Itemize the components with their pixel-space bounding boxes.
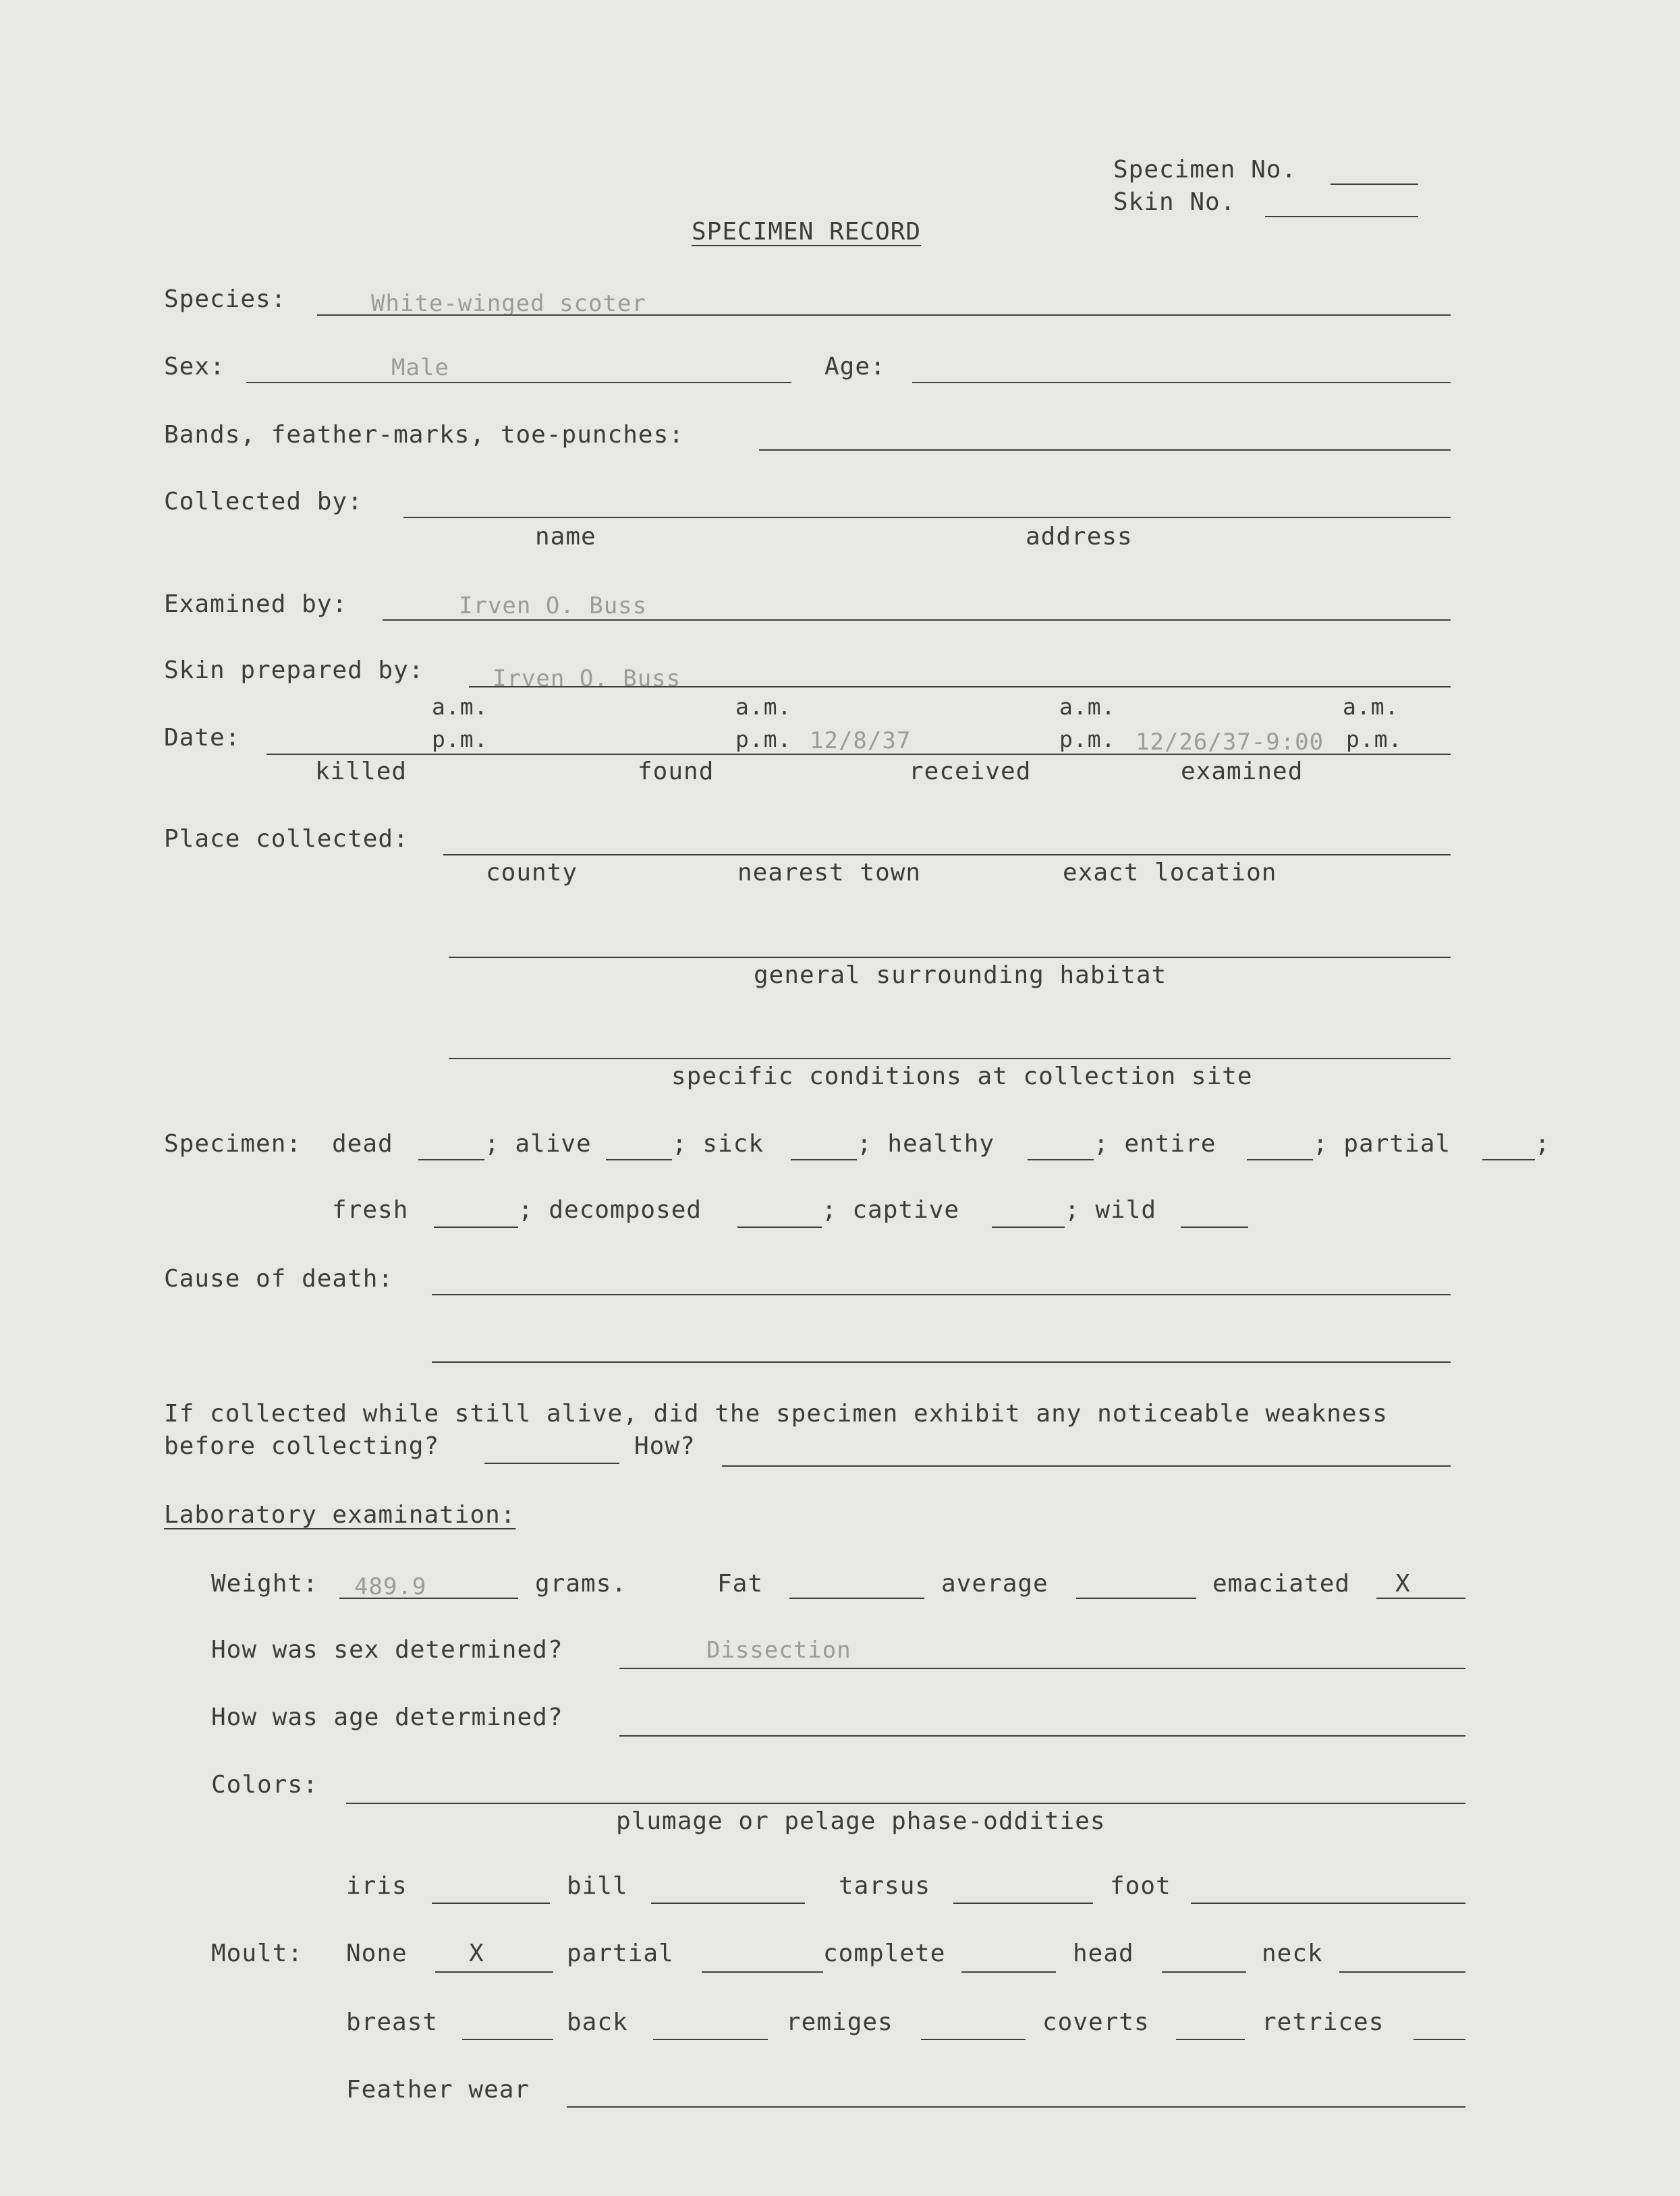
sex-determined-value: Dissection [706,1637,851,1664]
breast-field[interactable] [462,2039,553,2040]
sex-determined-label: How was sex determined? [211,1636,563,1664]
examined-am: a.m. [1343,694,1399,720]
back-field[interactable] [653,2039,768,2040]
moult-complete-label: complete [823,1940,946,1967]
examined-pm: p.m. [1346,726,1403,752]
alive-field[interactable] [606,1159,672,1160]
cause-of-death-label: Cause of death: [164,1265,394,1293]
sex-label: Sex: [164,353,225,381]
conditions-caption: specific conditions at collection site [671,1063,1253,1090]
weakness-answer-field[interactable] [484,1463,619,1464]
sick-field[interactable] [791,1159,857,1160]
moult-partial-field[interactable] [702,1971,823,1973]
skin-prepared-label: Skin prepared by: [164,656,424,684]
examined-by-value: Irven O. Buss [459,592,648,619]
dead-label: dead [332,1130,393,1158]
plumage-caption: plumage or pelage phase-oddities [616,1807,1106,1835]
specimen-state-label: Specimen: [164,1130,302,1158]
received-date-value: 12/8/37 [810,727,912,754]
received-pm: p.m. [1059,726,1116,752]
grams-label: grams. [535,1570,627,1598]
cause-of-death-field-2[interactable] [432,1361,1451,1363]
captive-label: ; captive [822,1196,960,1224]
species-field[interactable] [317,314,1451,316]
iris-field[interactable] [432,1903,550,1904]
killed-pm: p.m. [432,726,488,752]
weakness-question: If collected while still alive, did the specimen exhibit any noticeable weakness [164,1400,1388,1428]
collected-by-label: Collected by: [164,488,363,515]
place-town-caption: nearest town [737,859,922,886]
colors-label: Colors: [211,1771,318,1799]
date-killed-caption: killed [315,758,408,785]
examined-by-label: Examined by: [164,590,348,618]
state-end-semicolon: ; [1535,1130,1550,1158]
moult-partial-label: partial [567,1940,674,1967]
coverts-label: coverts [1042,2008,1150,2036]
average-label: average [941,1570,1048,1598]
fat-label: Fat [717,1570,764,1598]
partial-state-field[interactable] [1482,1159,1535,1160]
collected-address-caption: address [1026,523,1133,551]
coverts-field[interactable] [1176,2039,1245,2040]
sex-value: Male [391,354,449,381]
weight-field[interactable] [339,1598,518,1599]
page-title: SPECIMEN RECORD [692,218,922,246]
date-received-caption: received [909,758,1032,785]
weight-value: 489.9 [354,1573,427,1600]
remiges-label: remiges [786,2008,893,2036]
examined-by-field[interactable] [383,619,1451,621]
habitat-field[interactable] [449,957,1451,958]
specimen-no-label: Specimen No. [1113,156,1297,184]
lab-heading: Laboratory examination: [164,1501,516,1529]
decomposed-field[interactable] [737,1227,822,1228]
skin-prepared-field[interactable] [469,686,1451,687]
foot-field[interactable] [1191,1903,1465,1904]
foot-label: foot [1110,1872,1171,1900]
weakness-how-field[interactable] [722,1465,1451,1467]
place-collected-label: Place collected: [164,825,409,853]
tarsus-label: tarsus [839,1872,931,1900]
partial-state-label: ; partial [1313,1130,1451,1158]
skin-no-field[interactable] [1265,216,1418,217]
place-county-caption: county [486,859,578,886]
place-collected-field[interactable] [443,854,1451,855]
moult-label: Moult: [211,1940,304,1967]
feather-wear-label: Feather wear [346,2076,530,2104]
date-field[interactable] [267,754,1451,755]
dead-field[interactable] [418,1159,484,1160]
moult-neck-label: neck [1262,1940,1323,1967]
weakness-question-2: before collecting? [164,1432,440,1460]
moult-complete-field[interactable] [961,1971,1056,1973]
species-value: White-winged scoter [371,290,646,317]
healthy-field[interactable] [1028,1159,1094,1160]
cause-of-death-field[interactable] [432,1294,1451,1295]
place-location-caption: exact location [1063,859,1277,886]
entire-field[interactable] [1247,1159,1313,1160]
average-field[interactable] [1076,1598,1196,1599]
age-determined-label: How was age determined? [211,1704,563,1731]
bill-label: bill [567,1872,628,1900]
species-label: Species: [164,285,287,313]
age-label: Age: [824,353,886,381]
bands-label: Bands, feather-marks, toe-punches: [164,421,684,449]
moult-head-label: head [1073,1940,1134,1967]
back-label: back [567,2008,628,2036]
fat-field[interactable] [789,1598,924,1599]
weight-label: Weight: [211,1570,318,1598]
age-determined-field[interactable] [619,1735,1465,1737]
sex-field[interactable] [246,382,791,383]
fresh-label: fresh [332,1196,409,1224]
sex-determined-field[interactable] [619,1668,1465,1669]
examined-date-value: 12/26/37-9:00 [1136,729,1324,756]
specimen-no-field[interactable] [1331,184,1418,185]
age-field[interactable] [912,382,1451,383]
feather-wear-field[interactable] [567,2106,1465,2108]
killed-am: a.m. [432,694,488,720]
date-examined-caption: examined [1181,758,1304,785]
bands-field[interactable] [759,449,1451,451]
captive-field[interactable] [992,1227,1065,1228]
collected-name-caption: name [535,523,596,551]
date-label: Date: [164,724,241,752]
collected-by-field[interactable] [403,517,1451,518]
date-found-caption: found [638,758,715,785]
wild-field[interactable] [1181,1227,1248,1228]
sick-label: ; sick [672,1130,764,1158]
fresh-field[interactable] [434,1227,518,1228]
colors-field[interactable] [346,1803,1465,1804]
iris-label: iris [346,1872,408,1900]
weakness-how-label: How? [634,1432,696,1460]
moult-none-label: None [346,1940,408,1967]
tarsus-field[interactable] [953,1903,1093,1904]
moult-head-field[interactable] [1162,1971,1246,1973]
conditions-field[interactable] [449,1058,1451,1059]
healthy-label: ; healthy [857,1130,995,1158]
alive-label: ; alive [484,1130,592,1158]
entire-label: ; entire [1094,1130,1216,1158]
received-am: a.m. [1059,694,1116,720]
remiges-field[interactable] [921,2039,1026,2040]
emaciated-mark: X [1395,1570,1411,1598]
moult-none-field[interactable] [435,1971,553,1973]
breast-label: breast [346,2008,439,2036]
wild-label: ; wild [1065,1196,1157,1224]
emaciated-label: emaciated [1212,1570,1351,1598]
found-pm: p.m. [735,726,792,752]
moult-neck-field[interactable] [1339,1971,1465,1973]
bill-field[interactable] [651,1903,805,1904]
retrices-field[interactable] [1413,2039,1465,2040]
skin-prepared-value: Irven O. Buss [493,665,681,692]
habitat-caption: general surrounding habitat [754,961,1167,989]
emaciated-field[interactable] [1376,1598,1465,1599]
decomposed-label: ; decomposed [518,1196,702,1224]
found-am: a.m. [735,694,792,720]
retrices-label: retrices [1262,2008,1384,2036]
moult-none-mark: X [469,1940,484,1967]
skin-no-label: Skin No. [1113,188,1236,216]
